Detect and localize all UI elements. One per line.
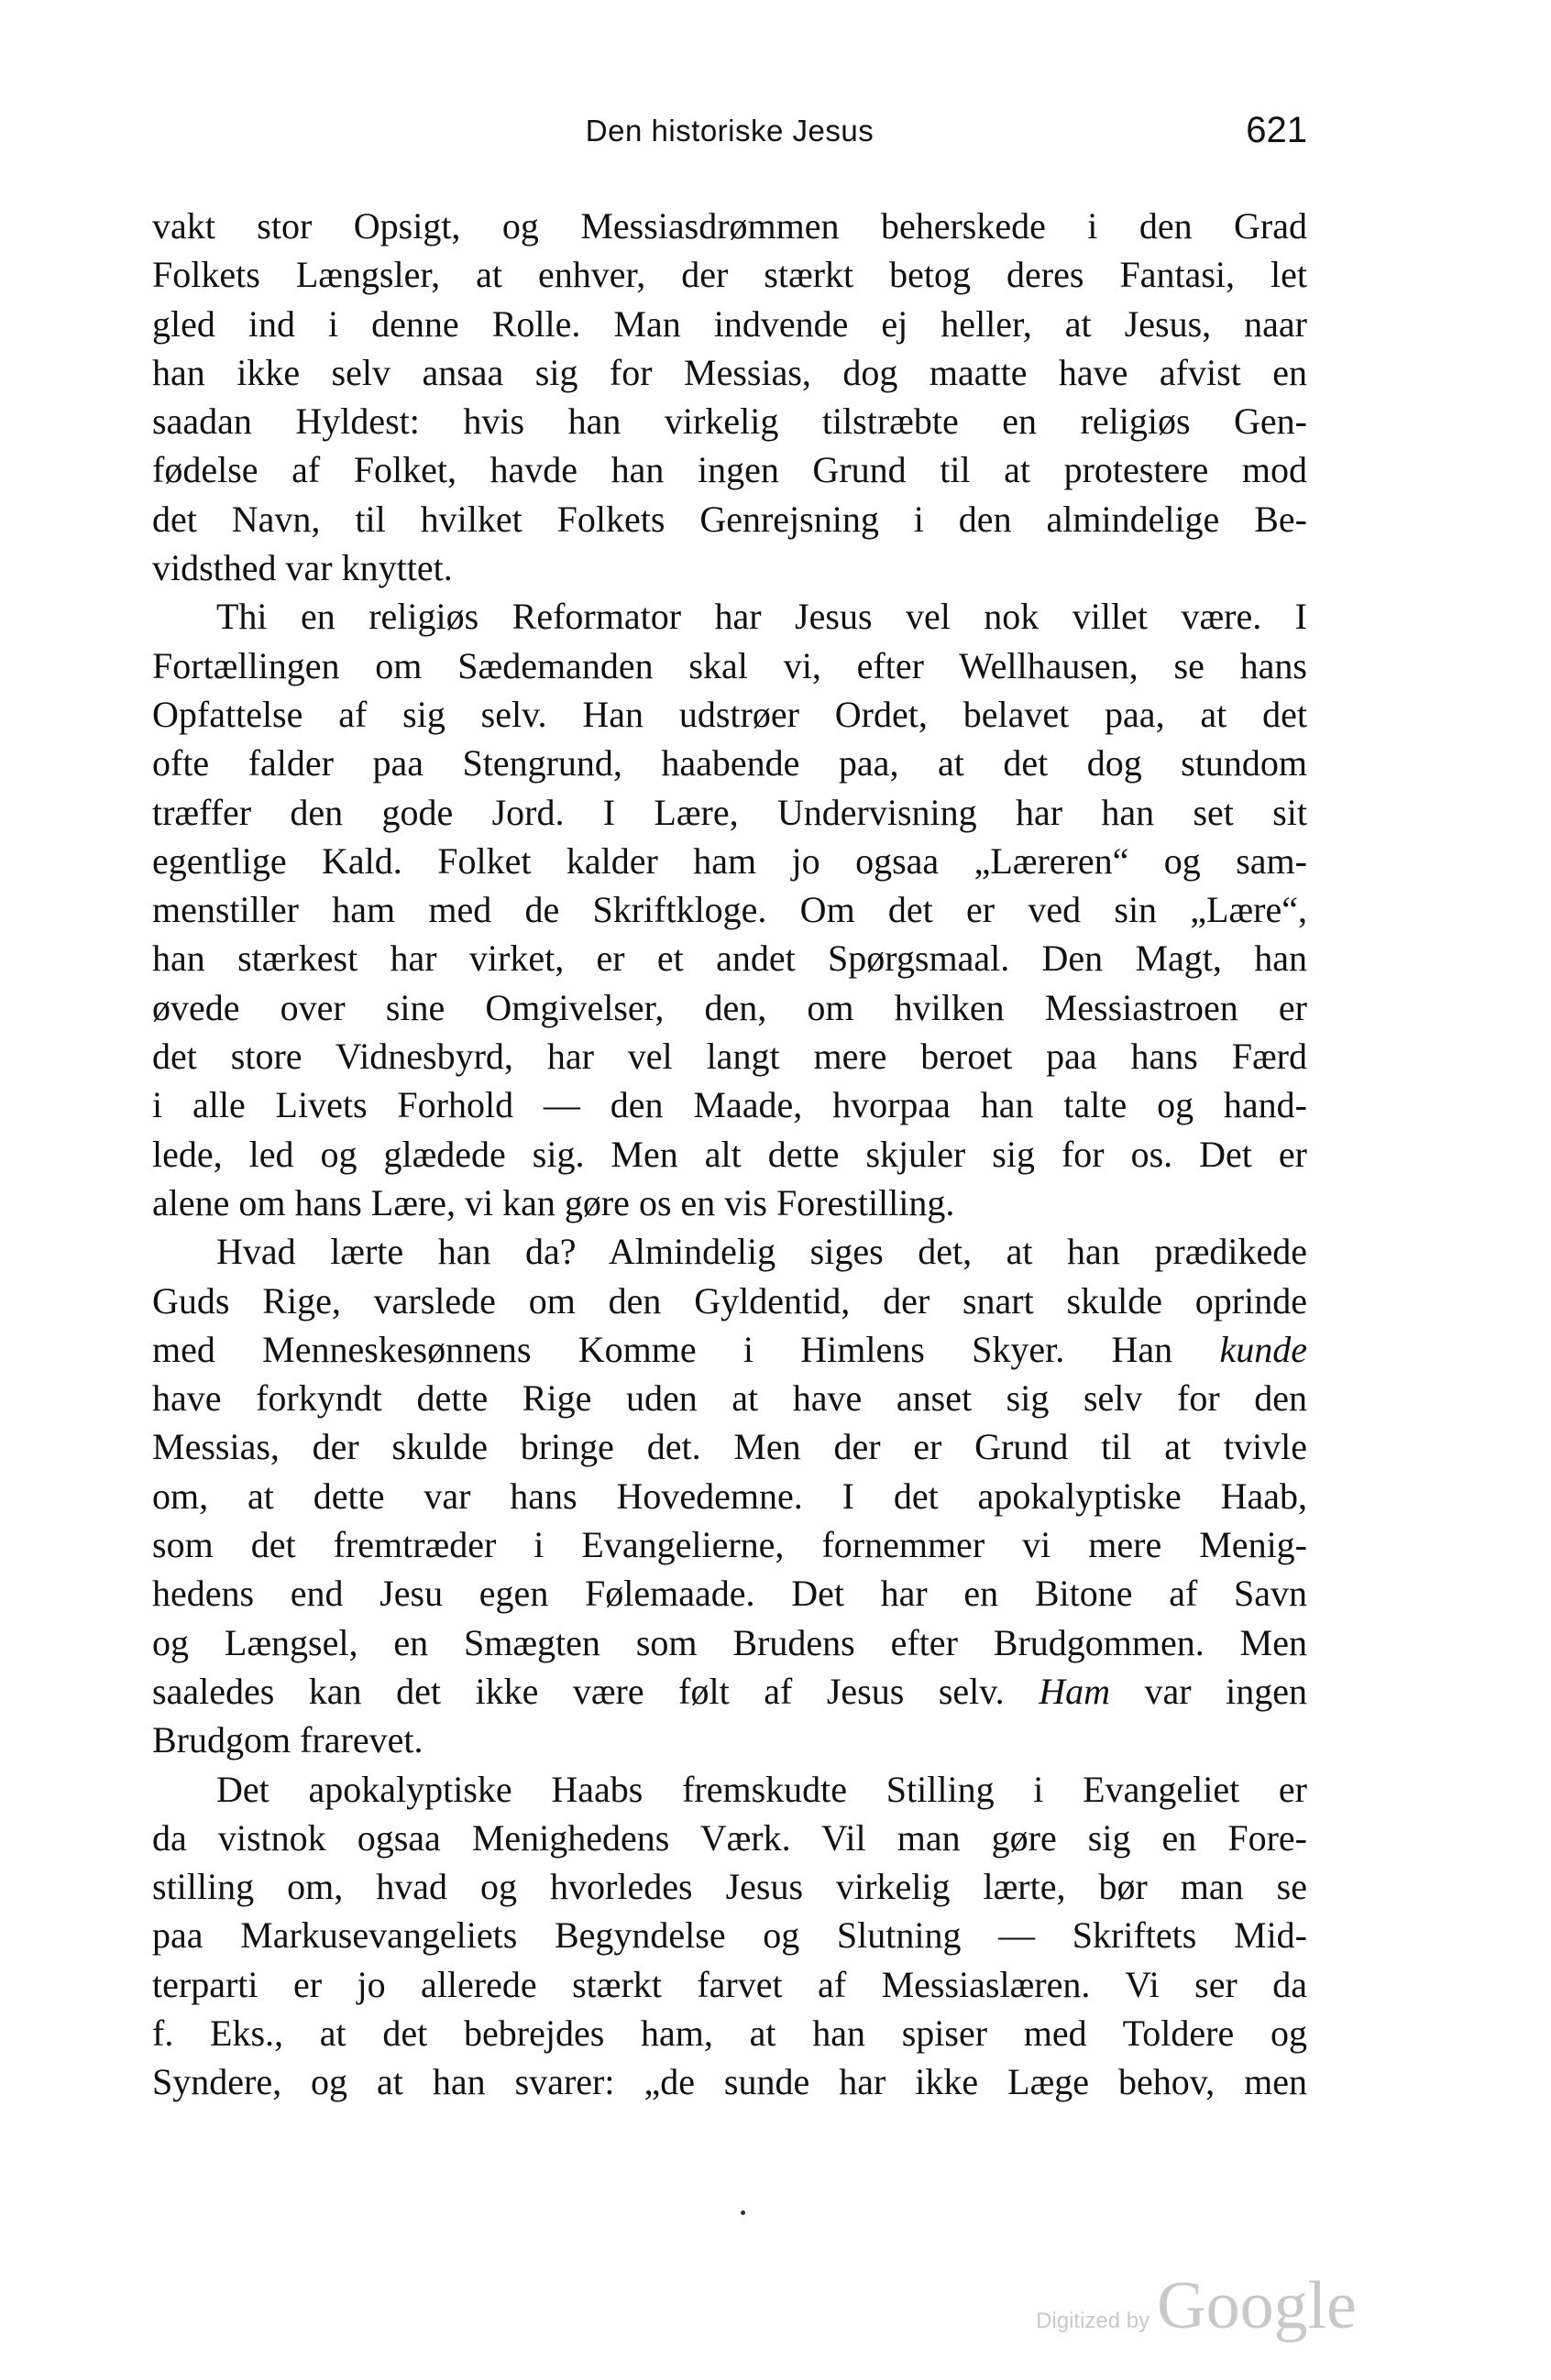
text-line: Thi en religiøs Reformator har Jesus vel nok villet være. I [216, 596, 1307, 638]
text-line: da vistnok ogsaa Menighedens Værk. Vil man gøre sig en Fore- [152, 1816, 1307, 1859]
text-line: paa Markusevangeliets Begyndelse og Slutning — Skriftets Mid- [152, 1914, 1307, 1957]
page-number: 621 [1246, 110, 1307, 150]
text-line: menstiller ham med de Skriftkloge. Om det er ved sin „Lære“, [152, 889, 1307, 931]
text-line: ofte falder paa Stengrund, haabende paa, at det dog stundom [152, 742, 1307, 784]
text-line: fødelse af Folket, havde han ingen Grund til at protestere mod [152, 449, 1307, 491]
text-line: han ikke selv ansaa sig for Messias, dog maatte have afvist en [152, 351, 1307, 393]
text-line: gled ind i denne Rolle. Man indvende ej heller, at Jesus, naar [152, 302, 1307, 345]
text-line: i alle Livets Forhold — den Maade, hvorpaa han talte og hand- [152, 1084, 1307, 1126]
text-line: Messias, der skulde bringe det. Men der er Grund til at tvivle [152, 1426, 1307, 1468]
text-line: egentlige Kald. Folket kalder ham jo ogsaa „Læreren“ og sam- [152, 839, 1307, 882]
text-line: have forkyndt dette Rige uden at have anset sig selv for den [152, 1377, 1307, 1420]
text-segment: med Menneskesønnens Komme i Himlens Skyer. Han [152, 1328, 1220, 1370]
text-line [152, 1325, 1307, 1374]
text-line: træffer den gode Jord. I Lære, Undervisning har han set sit [152, 791, 1307, 833]
watermark-prefix: Digitized by [1036, 2309, 1150, 2333]
text-line: Hvad lærte han da? Almindelig siges det, at han prædikede [216, 1231, 1307, 1273]
text-line: alene om hans Lære, vi kan gøre os en vis Forestilling. [152, 1181, 955, 1223]
text-line: vakt stor Opsigt, og Messiasdrømmen beherskede i den Grad [152, 205, 1307, 247]
text-line: Opfattelse af sig selv. Han udstrøer Ordet, belavet paa, at det [152, 693, 1307, 735]
text-line: og Længsel, en Smægten som Brudens efter Brudgommen. Men [152, 1621, 1307, 1663]
running-head [152, 108, 1307, 163]
text-line: om, at dette var hans Hovedemne. I det apokalyptiske Haab, [152, 1475, 1307, 1517]
text-line: Fortællingen om Sædemanden skal vi, efter Wellhausen, se hans [152, 644, 1307, 686]
text-line: f. Eks., at det bebrejdes ham, at han spiser med Toldere og [152, 2012, 1307, 2054]
text-segment: var ingen [1109, 1670, 1307, 1712]
text-line: Folkets Længsler, at enhver, der stærkt betog deres Fantasi, let [152, 254, 1307, 296]
google-logo: Google [1157, 2268, 1357, 2343]
text-line: hedens end Jesu egen Følemaade. Det har en Bitone af Savn [152, 1573, 1307, 1615]
running-title: Den historiske Jesus [585, 114, 874, 148]
text-line: Guds Rige, varslede om den Gyldentid, der snart skulde oprinde [152, 1279, 1307, 1322]
text-line: Brudgom frarevet. [152, 1719, 424, 1761]
body-text [152, 202, 1307, 2107]
text-line: stilling om, hvad og hvorledes Jesus virkelig lærte, bør man se [152, 1866, 1307, 1908]
text-line: terparti er jo allerede stærkt farvet af Messiaslæren. Vi ser da [152, 1963, 1307, 2005]
text-line: lede, led og glædede sig. Men alt dette skjuler sig for os. Det er [152, 1133, 1307, 1175]
text-line: som det fremtræder i Evangelierne, fornemmer vi mere Menig- [152, 1524, 1307, 1566]
text-line: saadan Hyldest: hvis han virkelig tilstræbte en religiøs Gen- [152, 400, 1307, 443]
text-line [152, 1667, 1307, 1716]
italic-word: kunde [1219, 1328, 1307, 1370]
digitized-watermark [1036, 2267, 1357, 2345]
stray-dot [741, 2210, 745, 2215]
text-line: det store Vidnesbyrd, har vel langt mere beroet paa hans Færd [152, 1036, 1307, 1078]
text-line: han stærkest har virket, er et andet Spørgsmaal. Den Magt, han [152, 938, 1307, 980]
text-line: Det apokalyptiske Haabs fremskudte Stilling i Evangeliet er [216, 1768, 1307, 1810]
text-segment: saaledes kan det ikke være følt af Jesus selv. [152, 1670, 1040, 1712]
text-line: vidsthed var knyttet. [152, 547, 453, 589]
text-line: Syndere, og at han svarer: „de sunde har ikke Læge behov, men [152, 2061, 1307, 2103]
text-line: det Navn, til hvilket Folkets Genrejsning i den almindelige Be- [152, 498, 1307, 540]
text-line: øvede over sine Omgivelser, den, om hvilken Messiastroen er [152, 986, 1307, 1028]
italic-word: Ham [1039, 1670, 1110, 1712]
